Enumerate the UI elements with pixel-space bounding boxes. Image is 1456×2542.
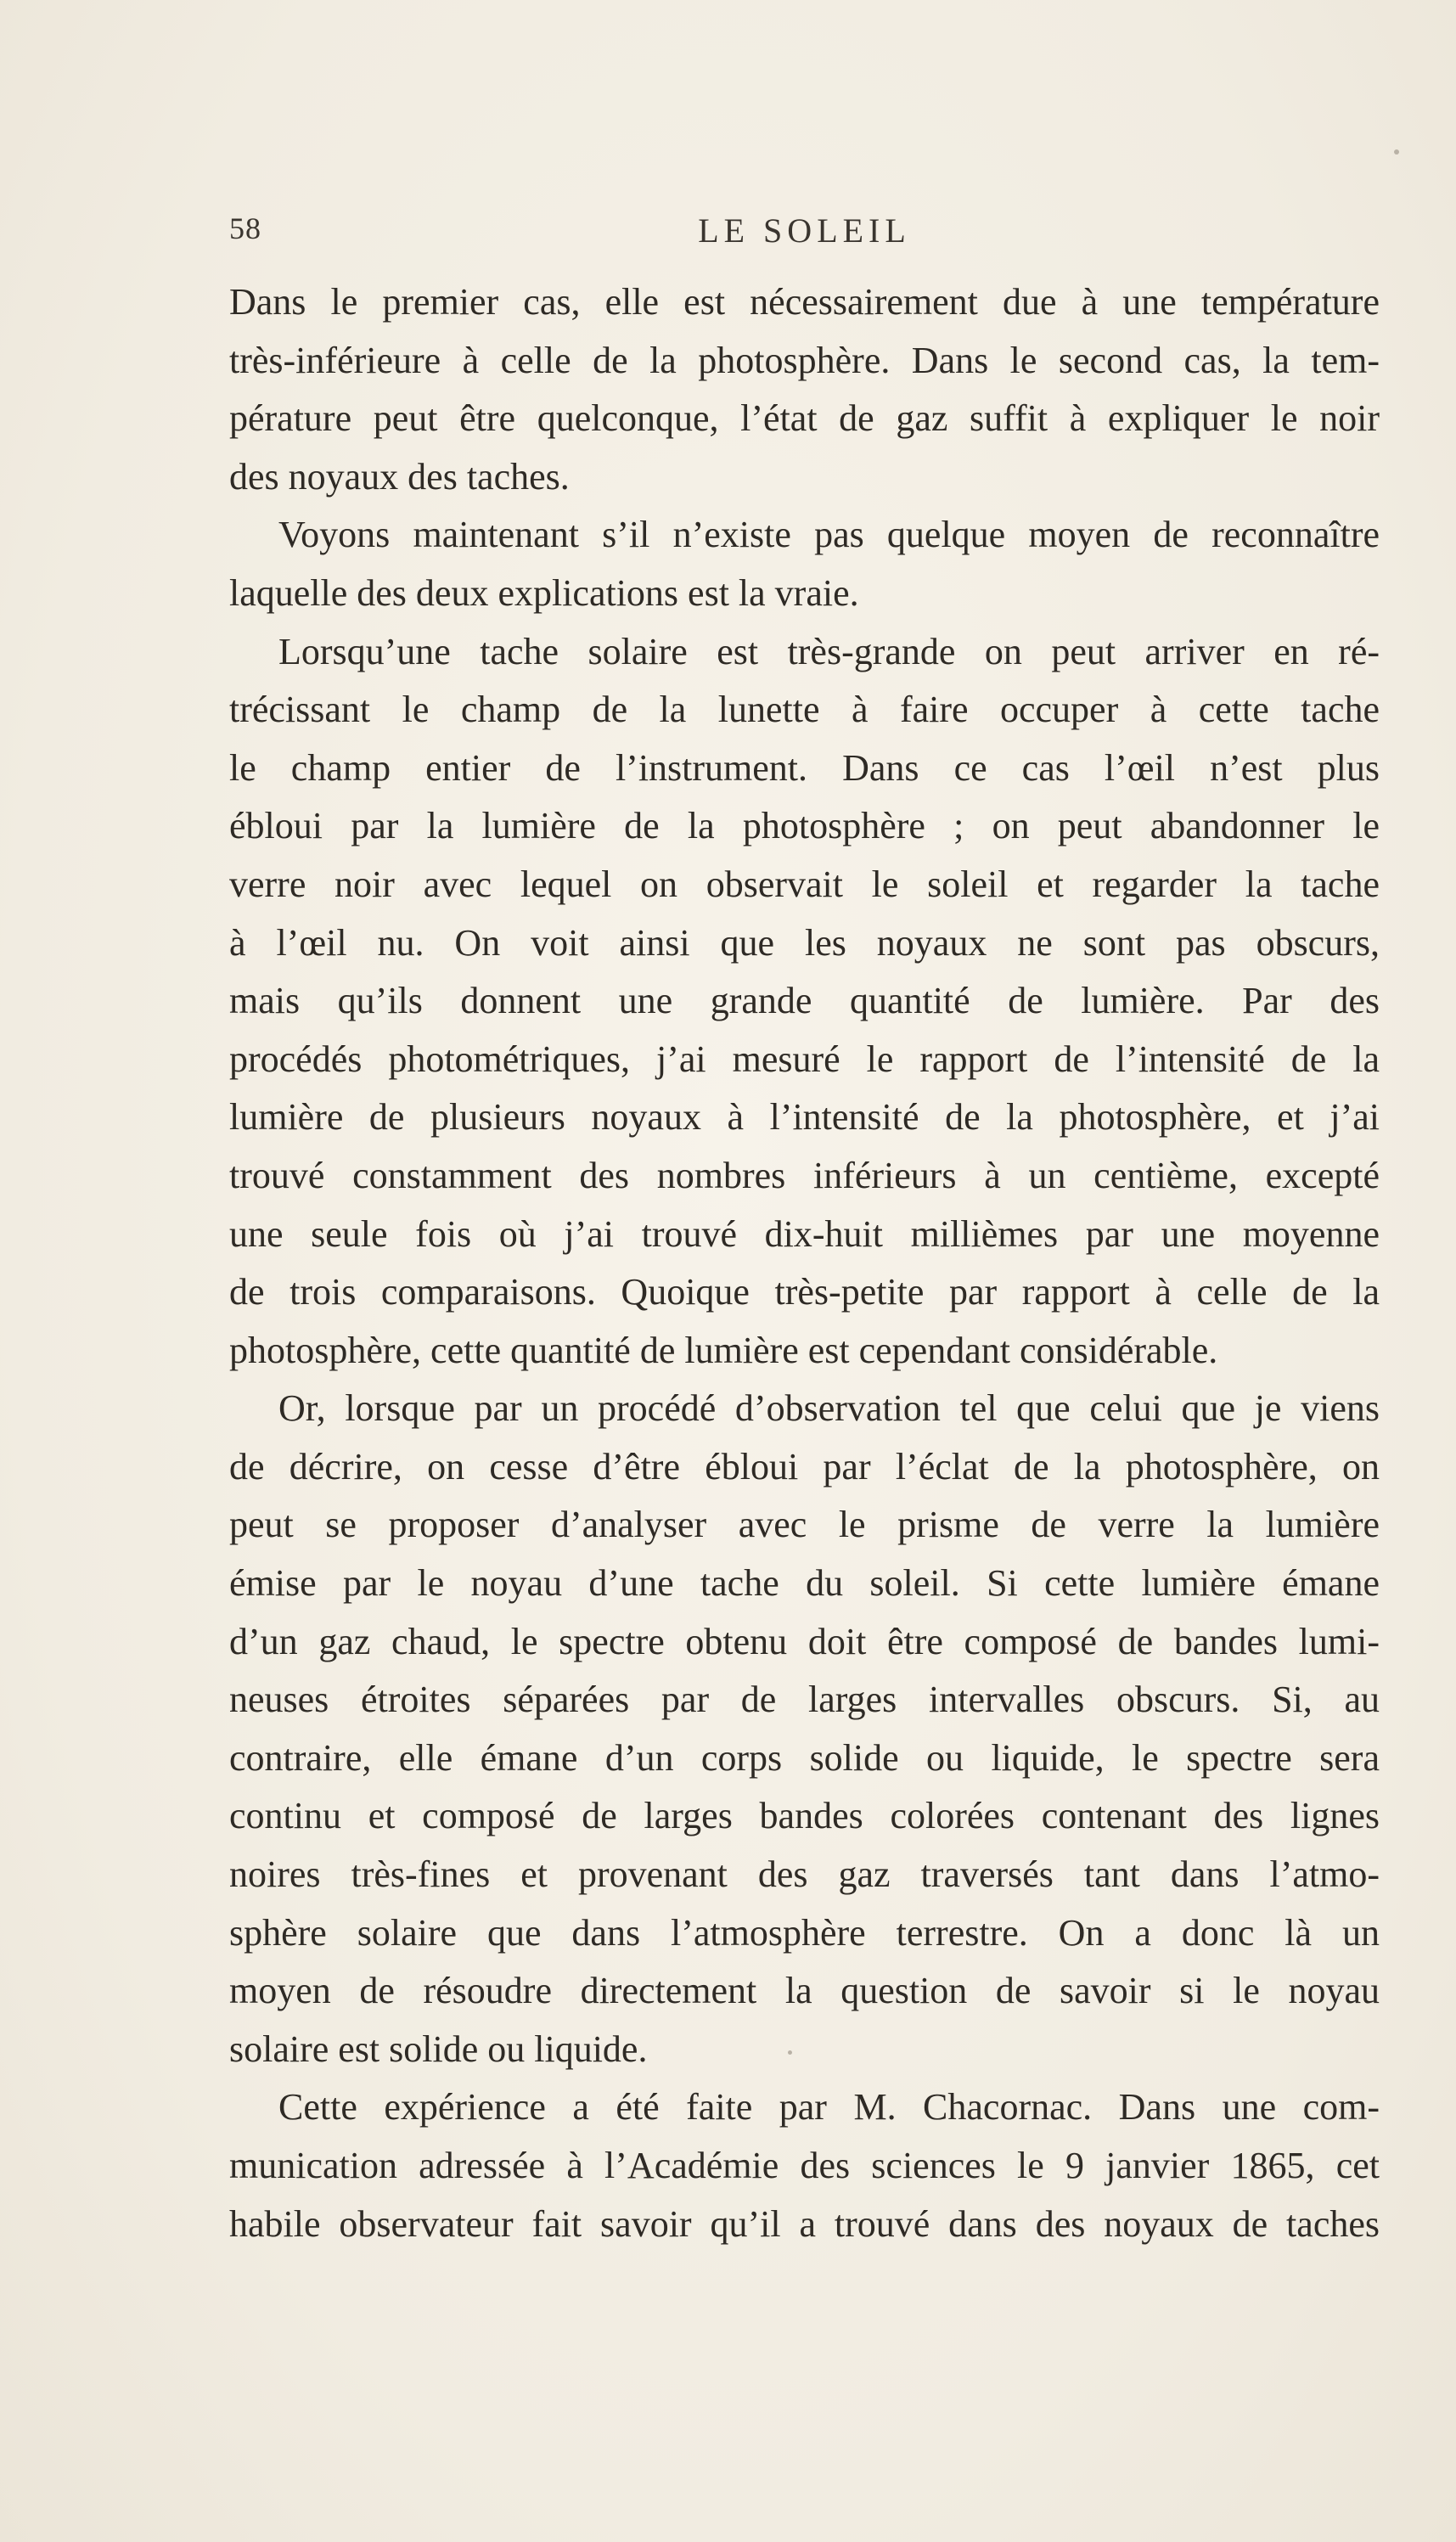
text-line: laquelle des deux explications est la vraie. [229, 571, 859, 614]
text-line: Dans le premier cas, elle est nécessairement due à une température [229, 281, 1380, 323]
text-line: trécissant le champ de la lunette à faire occuper à cette tache [229, 689, 1380, 731]
text-line: Voyons maintenant s’il n’existe pas quelque moyen de reconnaître [278, 514, 1380, 556]
text-line: à l’œil nu. On voit ainsi que les noyaux ne sont pas obscurs, [229, 921, 1380, 964]
text-line: mais qu’ils donnent une grande quantité de lumière. Par des [229, 980, 1380, 1022]
text-line: pérature peut être quelconque, l’état de gaz suffit à expliquer le noir [229, 397, 1380, 440]
text-line: habile observateur fait savoir qu’il a trouvé dans des noyaux de taches [229, 2202, 1380, 2245]
text-line: neuses étroites séparées par de larges intervalles obscurs. Si, au [229, 1679, 1380, 1721]
text-line: verre noir avec lequel on observait le soleil et regarder la tache [229, 863, 1380, 905]
text-line: peut se proposer d’analyser avec le prisme de verre la lumière [229, 1504, 1380, 1546]
text-line: Lorsqu’une tache solaire est très-grande on peut arriver en ré- [278, 630, 1380, 672]
text-line: de décrire, on cesse d’être ébloui par l’éclat de la photosphère, on [229, 1445, 1380, 1488]
text-line: d’un gaz chaud, le spectre obtenu doit être composé de bandes lumi- [229, 1620, 1380, 1662]
text-line: contraire, elle émane d’un corps solide ou liquide, le spectre sera [229, 1736, 1380, 1779]
text-line: noires très-fines et provenant des gaz traversés tant dans l’atmo- [229, 1853, 1380, 1896]
text-line: Cette expérience a été faite par M. Chacornac. Dans une com- [278, 2086, 1380, 2129]
page-number: 58 [229, 211, 261, 245]
text-line: une seule fois où j’ai trouvé dix-huit millièmes par une moyenne [229, 1212, 1380, 1255]
text-line: continu et composé de larges bandes colorées contenant des lignes [229, 1795, 1380, 1837]
body-text [229, 273, 1380, 2253]
text-line: des noyaux des taches. [229, 455, 570, 498]
text-line: de trois comparaisons. Quoique très-petite par rapport à celle de la [229, 1271, 1380, 1313]
text-line: sphère solaire que dans l’atmosphère terrestre. On a donc là un [229, 1911, 1380, 1954]
paper-speck [1394, 149, 1399, 155]
text-line: Or, lorsque par un procédé d’observation tel que celui que je viens [278, 1387, 1380, 1430]
text-line: ébloui par la lumière de la photosphère ; on peut abandonner le [229, 805, 1380, 847]
text-line: trouvé constamment des nombres inférieurs à un centième, excepté [229, 1154, 1380, 1196]
text-line: lumière de plusieurs noyaux à l’intensité de la photosphère, et j’ai [229, 1096, 1380, 1139]
running-head [229, 211, 1380, 262]
text-line: munication adressée à l’Académie des sciences le 9 janvier 1865, cet [229, 2145, 1380, 2186]
text-line: moyen de résoudre directement la question de savoir si le noyau [229, 1970, 1380, 2012]
text-line: procédés photométriques, j’ai mesuré le rapport de l’intensité de la [229, 1038, 1380, 1080]
text-line: le champ entier de l’instrument. Dans ce cas l’œil n’est plus [229, 746, 1380, 789]
text-line: photosphère, cette quantité de lumière est cependant considérable. [229, 1329, 1218, 1371]
running-title: LE SOLEIL [698, 211, 911, 250]
text-line: émise par le noyau d’une tache du soleil. Si cette lumière émane [229, 1562, 1380, 1605]
text-line: très-inférieure à celle de la photosphère. Dans le second cas, la tem- [229, 339, 1380, 381]
text-line: solaire est solide ou liquide. [229, 2027, 648, 2070]
